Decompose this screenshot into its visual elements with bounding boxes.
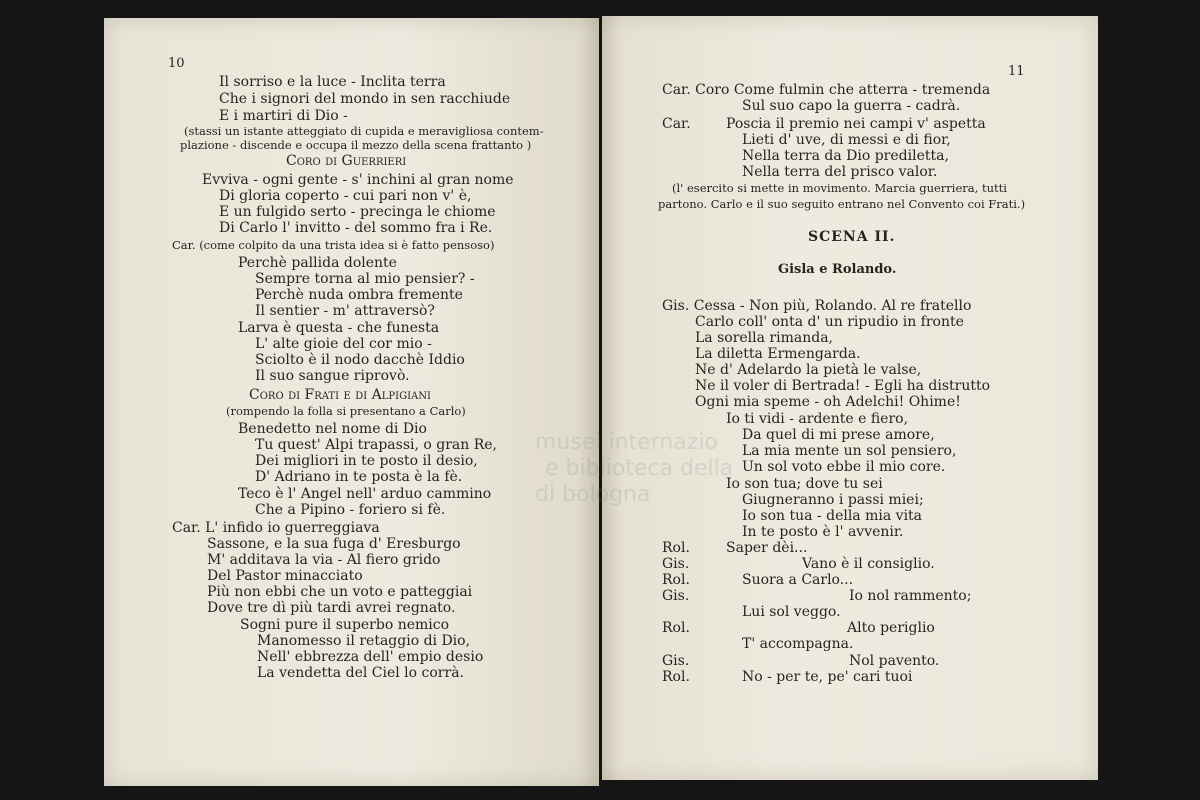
text-line: Sciolto è il nodo dacchè Iddio — [255, 352, 465, 368]
text-line: Coro di Guerrieri — [286, 153, 407, 169]
text-line: Ogni mia speme - oh Adelchi! Ohime! — [695, 394, 961, 410]
text-line: Suora a Carlo... — [742, 572, 854, 588]
text-line: Rol. — [662, 669, 690, 685]
page-number-left: 10 — [168, 56, 185, 71]
text-line: Del Pastor minacciato — [207, 568, 363, 584]
text-line: Sempre torna al mio pensier? - — [255, 271, 475, 287]
text-line: Io son tua - della mia vita — [742, 508, 923, 524]
text-line: Car. Coro Come fulmin che atterra - tremenda — [662, 82, 991, 98]
text-line: partono. Carlo e il suo seguito entrano nel Convento coi Frati.) — [658, 197, 1026, 211]
text-line: Rol. — [662, 620, 690, 636]
text-line: Larva è questa - che funesta — [238, 320, 440, 336]
text-line: La diletta Ermengarda. — [695, 346, 861, 362]
text-line: D' Adriano in te posta è la fè. — [255, 469, 463, 485]
text-line: In te posto è l' avvenir. — [742, 524, 904, 540]
text-line: Saper dèi... — [726, 540, 808, 556]
text-line: Lieti d' uve, di messi e di fior, — [742, 132, 951, 148]
text-line: L' alte gioie del cor mio - — [255, 336, 432, 352]
text-line: Sul suo capo la guerra - cadrà. — [742, 98, 961, 114]
text-line: E un fulgido serto - precinga le chiome — [219, 204, 496, 220]
text-line: Sogni pure il superbo nemico — [240, 617, 450, 633]
text-line: Nella terra da Dio prediletta, — [742, 148, 949, 164]
text-line: Nol pavento. — [849, 653, 940, 669]
page-number-right: 11 — [1008, 64, 1025, 79]
text-line: Vano è il consiglio. — [802, 556, 935, 572]
text-line: Il suo sangue riprovò. — [255, 368, 410, 384]
text-line: Teco è l' Angel nell' arduo cammino — [238, 486, 492, 502]
text-line: (rompendo la folla si presentano a Carlo) — [226, 404, 466, 418]
text-line: No - per te, pe' cari tuoi — [742, 669, 913, 685]
text-line: Rol. — [662, 572, 690, 588]
text-line: Evviva - ogni gente - s' inchini al gran nome — [202, 172, 514, 188]
text-line: Ne d' Adelardo la pietà le valse, — [695, 362, 922, 378]
text-line: Rol. — [662, 540, 690, 556]
text-line: Coro di Frati e di Alpigiani — [249, 387, 431, 403]
text-line: E i martiri di Dio - — [219, 108, 348, 124]
text-line: Sassone, e la sua fuga d' Eresburgo — [207, 536, 461, 552]
left-page — [104, 18, 599, 786]
text-line: Più non ebbi che un voto e patteggiai — [207, 584, 473, 600]
text-line: Il sorriso e la luce - Inclita terra — [219, 74, 446, 90]
text-line: Dove tre dì più tardi avrei regnato. — [207, 600, 456, 616]
text-line: Manomesso il retaggio di Dio, — [257, 633, 471, 649]
right-page — [602, 16, 1098, 780]
text-line: Il sentier - m' attraversò? — [255, 303, 435, 319]
text-line: Gis. — [662, 653, 690, 669]
text-line: Di gloria coperto - cui pari non v' è, — [219, 188, 472, 204]
text-line: Perchè nuda ombra fremente — [255, 287, 463, 303]
text-line: Nella terra del prisco valor. — [742, 164, 938, 180]
text-line: Giugneranno i passi miei; — [742, 492, 924, 508]
library-watermark — [535, 430, 733, 508]
text-line: Gis. — [662, 556, 690, 572]
watermark-line: e biblioteca della — [545, 456, 734, 481]
text-line: Che i signori del mondo in sen racchiude — [219, 91, 511, 107]
text-line: T' accompagna. — [742, 636, 854, 652]
text-line: (stassi un istante atteggiato di cupida e meravigliosa contem- — [184, 124, 544, 138]
text-line: Alto periglio — [847, 620, 935, 636]
text-line: Che a Pipino - foriero si fè. — [255, 502, 446, 518]
text-line: Gis. — [662, 588, 690, 604]
text-line: Tu quest' Alpi trapassi, o gran Re, — [255, 437, 497, 453]
text-line: Da quel di mi prese amore, — [742, 427, 935, 443]
text-line: Gisla e Rolando. — [778, 262, 897, 277]
text-line: (l' esercito si mette in movimento. Marcia guerriera, tutti — [672, 181, 1007, 195]
text-line: La sorella rimanda, — [695, 330, 834, 346]
text-line: Gis. Cessa - Non più, Rolando. Al re fratello — [662, 298, 972, 314]
text-line: Io son tua; dove tu sei — [726, 476, 883, 492]
text-line: La vendetta del Ciel lo corrà. — [257, 665, 464, 681]
text-line: SCENA II. — [808, 229, 896, 245]
text-line: Ne il voler di Bertrada! - Egli ha distrutto — [695, 378, 991, 394]
text-line: Car. — [662, 116, 691, 132]
text-line: Un sol voto ebbe il mio core. — [742, 459, 946, 475]
text-line: Nell' ebbrezza dell' empio desio — [257, 649, 484, 665]
text-line: Carlo coll' onta d' un ripudio in fronte — [695, 314, 964, 330]
text-line: Benedetto nel nome di Dio — [238, 421, 427, 437]
text-line: Lui sol veggo. — [742, 604, 841, 620]
text-line: plazione - discende e occupa il mezzo della scena frattanto ) — [180, 138, 532, 152]
text-line: Dei migliori in te posto il desio, — [255, 453, 478, 469]
text-line: Car. (come colpito da una trista idea si è fatto pensoso) — [172, 238, 495, 252]
text-line: La mia mente un sol pensiero, — [742, 443, 957, 459]
text-line: Poscia il premio nei campi v' aspetta — [726, 116, 986, 132]
text-line: Io ti vidi - ardente e fiero, — [726, 411, 909, 427]
watermark-line: di bologna — [535, 482, 651, 507]
watermark-line: musei internazio — [535, 430, 718, 455]
text-line: Car. L' infido io guerreggiava — [172, 520, 380, 536]
text-line: Perchè pallida dolente — [238, 255, 397, 271]
text-line: Di Carlo l' invitto - del sommo fra i Re. — [219, 220, 493, 236]
text-line: Io nol rammento; — [849, 588, 972, 604]
text-line: M' additava la via - Al fiero grido — [207, 552, 441, 568]
